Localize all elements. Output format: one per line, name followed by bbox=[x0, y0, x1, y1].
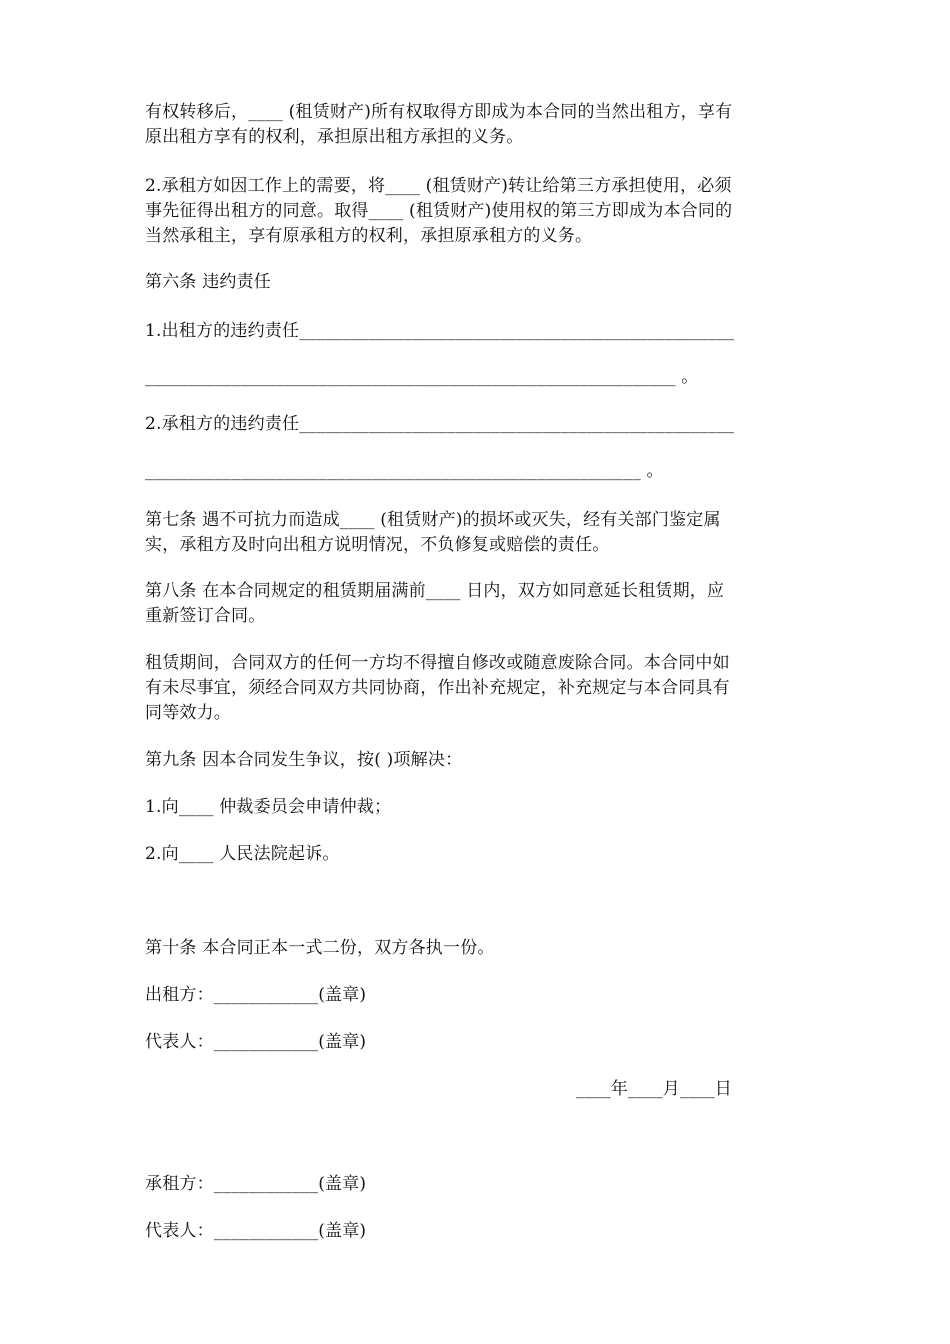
lessor-liability-line: 1.出租方的违约责任__________________________________________________ bbox=[145, 321, 735, 341]
article-7-line-2: 实，承租方及时向出租方说明情况，不负修复或赔偿的责任。 bbox=[145, 535, 610, 555]
lessor-liability-blank-line: _____________________________________________________________ 。 bbox=[145, 367, 699, 387]
lessor-signature-line: 出租方：____________(盖章) bbox=[145, 985, 367, 1005]
lessee-liability-blank-line: _________________________________________________________ 。 bbox=[145, 461, 664, 481]
lease-period-clause-line-3: 同等效力。 bbox=[145, 703, 231, 723]
sublease-clause-line-1: 2.承租方如因工作上的需要，将____ (租赁财产)转让给第三方承担使用，必须 bbox=[145, 176, 732, 196]
lessee-representative-line: 代表人：____________(盖章) bbox=[145, 1221, 367, 1241]
lease-period-clause-line-2: 有未尽事宜，须经合同双方共同协商，作出补充规定，补充规定与本合同具有 bbox=[145, 678, 730, 698]
article-8-line-2: 重新签订合同。 bbox=[145, 606, 266, 626]
transfer-clause-line-2: 原出租方享有的权利，承担原出租方承担的义务。 bbox=[145, 127, 524, 147]
court-option: 2.向____ 人民法院起诉。 bbox=[145, 844, 340, 864]
lease-period-clause-line-1: 租赁期间，合同双方的任何一方均不得擅自修改或随意废除合同。本合同中如 bbox=[145, 653, 730, 673]
sublease-clause-line-2: 事先征得出租方的同意。取得____ (租赁财产)使用权的第三方即成为本合同的 bbox=[145, 201, 733, 221]
lessor-representative-line: 代表人：____________(盖章) bbox=[145, 1032, 367, 1052]
lessee-signature-line: 承租方：____________(盖章) bbox=[145, 1174, 367, 1194]
article-6-heading: 第六条 违约责任 bbox=[145, 272, 272, 292]
arbitration-option: 1.向____ 仲裁委员会申请仲裁； bbox=[145, 797, 392, 817]
article-10-line: 第十条 本合同正本一式二份，双方各执一份。 bbox=[145, 938, 495, 958]
sublease-clause-line-3: 当然承租主，享有原承租方的权利，承担原承租方的义务。 bbox=[145, 226, 593, 246]
lessee-liability-line: 2.承租方的违约责任__________________________________________________ bbox=[145, 414, 735, 434]
date-line: ____年____月____日 bbox=[576, 1079, 732, 1099]
article-9-heading: 第九条 因本合同发生争议，按( )项解决： bbox=[145, 750, 463, 770]
transfer-clause-line-1: 有权转移后，____ (租赁财产)所有权取得方即成为本合同的当然出租方，享有 bbox=[145, 102, 733, 122]
article-8-line-1: 第八条 在本合同规定的租赁期届满前____ 日内，双方如同意延长租赁期，应 bbox=[145, 581, 725, 601]
article-7-line-1: 第七条 遇不可抗力而造成____ (租赁财产)的损坏或灭失，经有关部门鉴定属 bbox=[145, 510, 721, 530]
